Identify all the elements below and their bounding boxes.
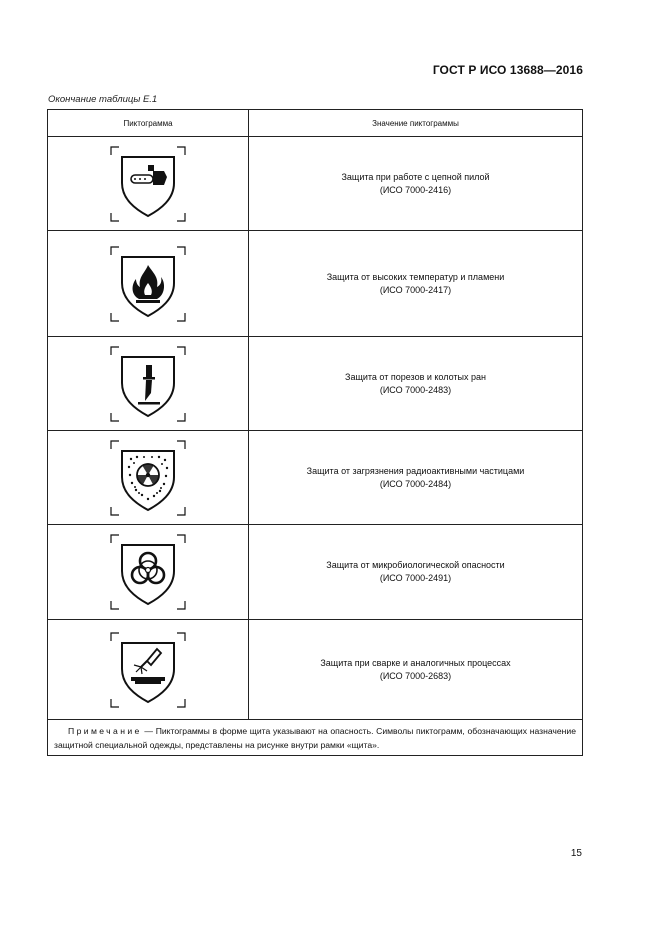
chainsaw-shield-icon — [109, 143, 187, 225]
welding-shield-icon — [109, 629, 187, 711]
pictogram-cell — [48, 137, 249, 231]
biohazard-shield-icon — [109, 531, 187, 613]
description-cell — [249, 137, 583, 231]
table-row — [48, 137, 583, 231]
description-cell — [249, 337, 583, 431]
iso-reference: (ИСО 7000-2683) — [379, 670, 452, 681]
iso-reference: (ИСО 7000-2416) — [379, 184, 452, 195]
page-number: 15 — [570, 848, 582, 859]
iso-reference: (ИСО 7000-2483) — [379, 384, 452, 395]
iso-reference: (ИСО 7000-2491) — [379, 573, 452, 583]
pictogram-cell — [48, 231, 249, 337]
pictogram-description: Защита от порезов и колотых ран — [345, 371, 486, 382]
iso-reference: (ИСО 7000-2484) — [379, 478, 452, 489]
pictogram-cell — [48, 431, 249, 525]
table-row — [48, 337, 583, 431]
table-row — [48, 231, 583, 337]
table-header-row — [48, 110, 583, 137]
pictogram-cell — [48, 525, 249, 620]
radioactive-particles-shield-icon — [109, 437, 187, 519]
note-row — [48, 720, 583, 756]
pictogram-description: Защита от высоких температур и пламени — [326, 271, 505, 282]
table-row — [48, 431, 583, 525]
table-row — [48, 620, 583, 720]
pictogram-description: Защита при работе с цепной пилой — [341, 171, 490, 182]
table-note — [48, 720, 583, 756]
table-row — [48, 525, 583, 620]
column-header-pictogram: Пиктограмма — [48, 110, 249, 137]
table-caption: Окончание таблицы Е.1 — [48, 94, 158, 105]
note-lead: Примечание — [68, 726, 142, 736]
pictogram-description: Защита от микробиологической опасности — [326, 560, 505, 570]
iso-reference: (ИСО 7000-2417) — [379, 284, 452, 295]
column-header-meaning: Значение пиктограммы — [249, 110, 583, 137]
flame-shield-icon — [109, 243, 187, 325]
knife-shield-icon — [109, 343, 187, 425]
document-id: ГОСТ Р ИСО 13688—2016 — [432, 63, 583, 77]
pictogram-cell — [48, 620, 249, 720]
description-cell — [249, 620, 583, 720]
description-cell — [249, 431, 583, 525]
description-cell — [249, 231, 583, 337]
pictogram-description: Защита от загрязнения радиоактивными частицами — [306, 465, 525, 476]
pictogram-table — [47, 109, 583, 756]
note-text: — Пиктограммы в форме щита указывают на опасность. Символы пиктограмм, обозначающих назначение защитной специальной одежды, представлены на рисунке внутри рамки «щита». — [54, 726, 576, 750]
pictogram-description: Защита при сварке и аналогичных процессах — [320, 657, 511, 668]
pictogram-cell — [48, 337, 249, 431]
description-cell — [249, 525, 583, 620]
